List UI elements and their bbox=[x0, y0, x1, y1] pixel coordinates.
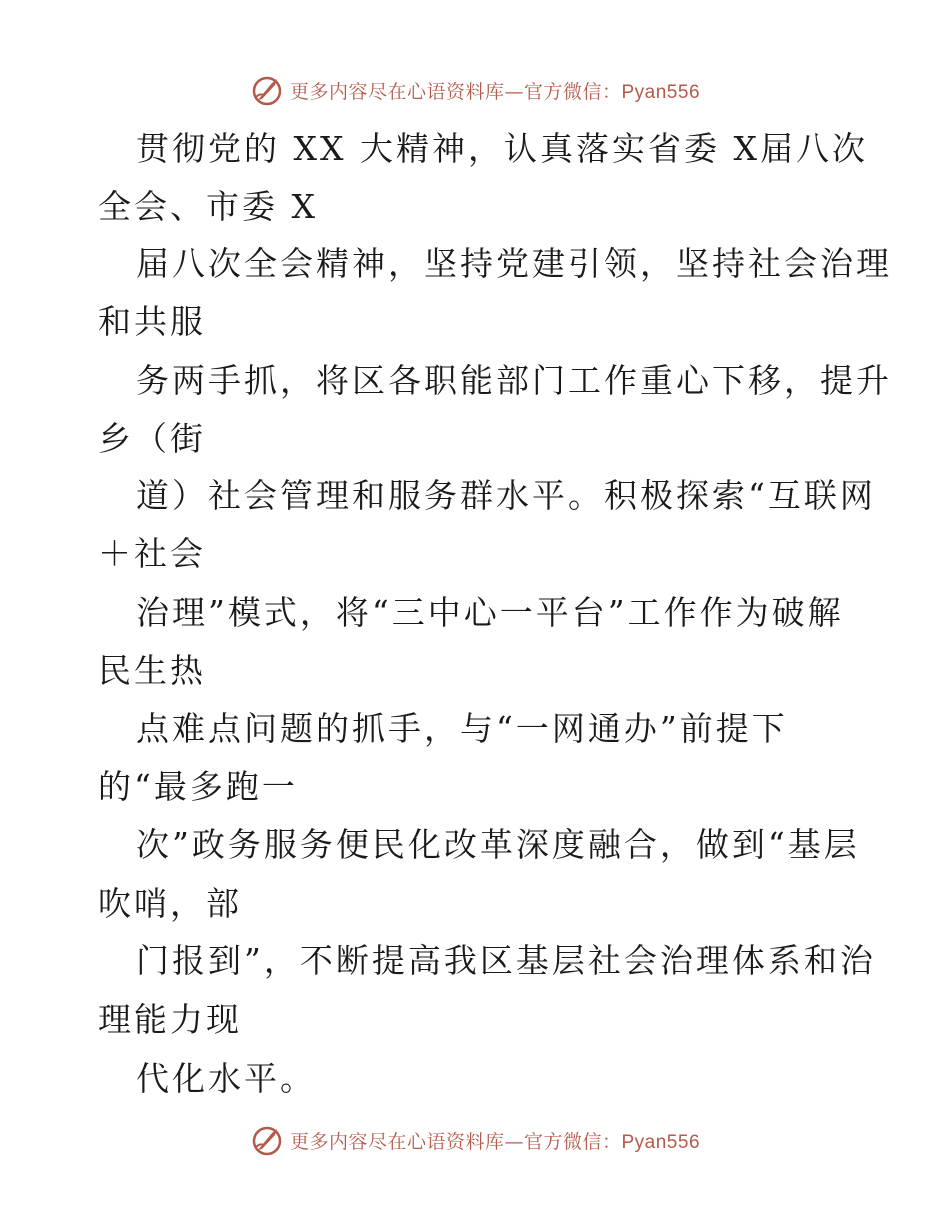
paragraph-line: 理能力现 bbox=[98, 1000, 242, 1039]
footer-banner bbox=[0, 1120, 950, 1160]
paragraph-line: 吹哨，部 bbox=[98, 884, 242, 923]
paragraph-line: ＋社会 bbox=[98, 534, 206, 573]
feather-pen-logo-icon bbox=[250, 1123, 284, 1157]
header-banner-text bbox=[290, 77, 700, 104]
paragraph-line: 代化水平。 bbox=[136, 1059, 316, 1098]
paragraph-line: 乡（街 bbox=[98, 419, 206, 458]
header-banner-wechat-id: Pyan556 bbox=[621, 81, 701, 103]
header-banner-wechat-label: 官方微信： bbox=[523, 80, 622, 103]
paragraph-line: 务两手抓，将区各职能部门工作重心下移，提升 bbox=[136, 361, 892, 400]
header-banner-slogan: 更多内容尽在心语资料库 bbox=[289, 80, 505, 103]
paragraph-line: 道）社会管理和服务群水平。积极探索“互联网 bbox=[136, 476, 876, 515]
footer-banner-slogan: 更多内容尽在心语资料库 bbox=[289, 1130, 505, 1153]
footer-banner-wechat-id: Pyan556 bbox=[621, 1131, 701, 1153]
paragraph-line: 门报到”，不断提高我区基层社会治理体系和治 bbox=[136, 941, 876, 980]
footer-banner-separator: — bbox=[504, 1130, 524, 1153]
paragraph-line: 贯彻党的 XX 大精神，认真落实省委 X届八次 bbox=[136, 129, 868, 168]
paragraph-line: 民生热 bbox=[98, 651, 206, 690]
paragraph-line: 全会、市委 X bbox=[98, 187, 318, 226]
feather-pen-logo-icon bbox=[250, 73, 284, 107]
paragraph-line: 点难点问题的抓手，与“一网通办”前提下 bbox=[136, 709, 788, 748]
paragraph-line: 的“最多跑一 bbox=[98, 767, 298, 806]
paragraph-line: 治理”模式，将“三中心一平台”工作作为破解 bbox=[136, 593, 844, 632]
paragraph-line: 和共服 bbox=[98, 302, 206, 341]
header-banner bbox=[0, 70, 950, 110]
footer-banner-wechat-label: 官方微信： bbox=[523, 1130, 622, 1153]
paragraph-line: 次”政务服务便民化改革深度融合，做到“基层 bbox=[136, 825, 860, 864]
footer-banner-text bbox=[290, 1127, 700, 1154]
header-banner-separator: — bbox=[504, 80, 524, 103]
paragraph-line: 届八次全会精神，坚持党建引领，坚持社会治理 bbox=[136, 244, 892, 283]
